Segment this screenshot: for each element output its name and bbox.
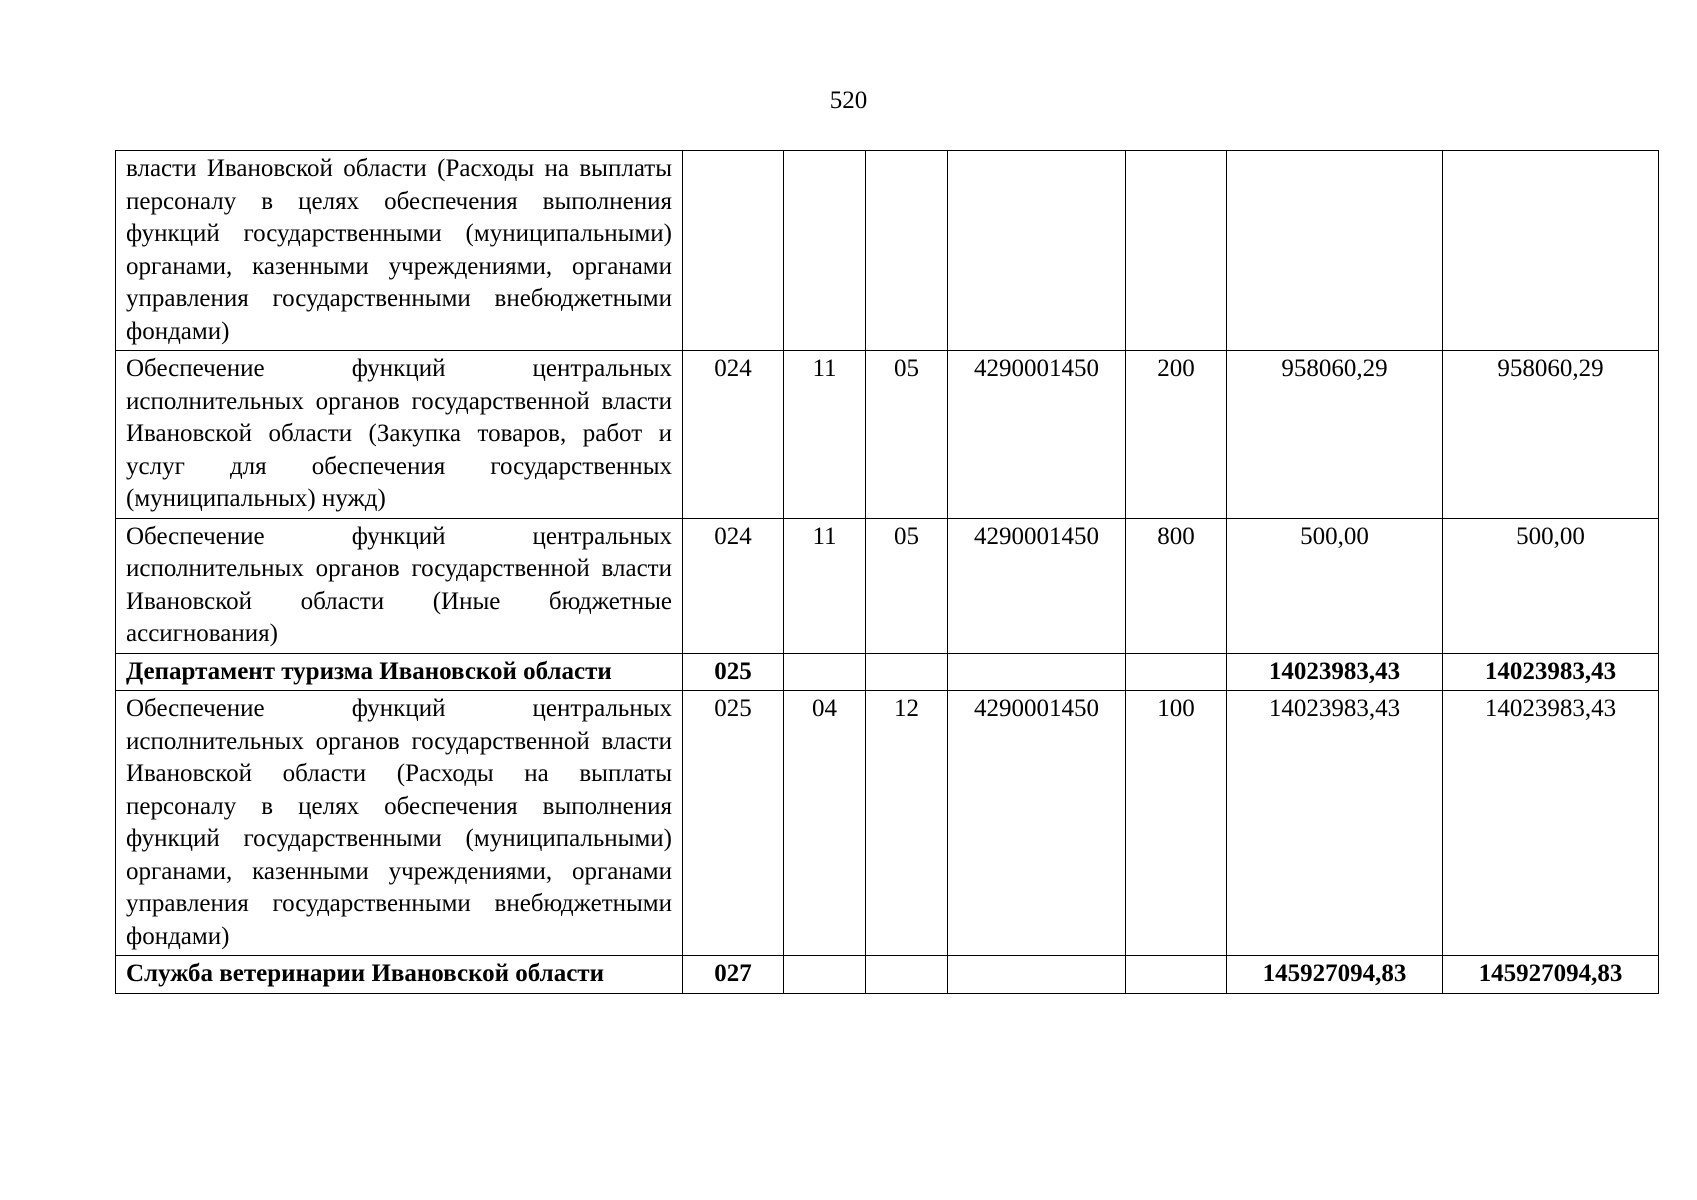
row-description: Служба ветеринарии Ивановской области	[116, 956, 683, 994]
budget-table	[115, 150, 1659, 994]
csr-cell: 4290001450	[948, 351, 1126, 519]
vr-cell	[1126, 151, 1227, 351]
sum1-cell: 14023983,43	[1227, 691, 1443, 956]
vr-cell	[1126, 653, 1227, 691]
csr-cell	[948, 653, 1126, 691]
sum2-cell: 500,00	[1443, 518, 1659, 653]
table-row	[116, 351, 1659, 519]
vr-cell: 800	[1126, 518, 1227, 653]
table-row	[116, 518, 1659, 653]
csr-cell: 4290001450	[948, 518, 1126, 653]
row-description: Обеспечение функций центральных исполнительных органов государственной власти Ивановской области (Расходы на выплаты персоналу в целях обеспечения выполнения функций государственными (муниципальными) органами, казенными учреждениями, органами управления государственными внебюджетными фондами)	[116, 691, 683, 956]
gr-cell	[683, 151, 784, 351]
csr-cell: 4290001450	[948, 691, 1126, 956]
row-description: власти Ивановской области (Расходы на выплаты персоналу в целях обеспечения выполнения функций государственными (муниципальными) органами, казенными учреждениями, органами управления государственными внебюджетными фондами)	[116, 151, 683, 351]
gr-cell: 025	[683, 691, 784, 956]
sum1-cell	[1227, 151, 1443, 351]
rz-cell	[784, 653, 866, 691]
gr-cell: 024	[683, 518, 784, 653]
table-row	[116, 151, 1659, 351]
sum1-cell: 14023983,43	[1227, 653, 1443, 691]
pr-cell	[866, 151, 948, 351]
row-description: Департамент туризма Ивановской области	[116, 653, 683, 691]
sum2-cell: 145927094,83	[1443, 956, 1659, 994]
rz-cell	[784, 151, 866, 351]
sum1-cell: 145927094,83	[1227, 956, 1443, 994]
rz-cell: 11	[784, 351, 866, 519]
pr-cell	[866, 956, 948, 994]
vr-cell	[1126, 956, 1227, 994]
row-description: Обеспечение функций центральных исполнительных органов государственной власти Ивановской области (Иные бюджетные ассигнования)	[116, 518, 683, 653]
gr-cell: 025	[683, 653, 784, 691]
sum1-cell: 500,00	[1227, 518, 1443, 653]
sum2-cell: 14023983,43	[1443, 691, 1659, 956]
sum1-cell: 958060,29	[1227, 351, 1443, 519]
table-row-department	[116, 956, 1659, 994]
rz-cell	[784, 956, 866, 994]
rz-cell: 04	[784, 691, 866, 956]
gr-cell: 027	[683, 956, 784, 994]
row-description: Обеспечение функций центральных исполнительных органов государственной власти Ивановской области (Закупка товаров, работ и услуг для обеспечения государственных (муниципальных) нужд)	[116, 351, 683, 519]
sum2-cell: 958060,29	[1443, 351, 1659, 519]
sum2-cell	[1443, 151, 1659, 351]
vr-cell: 200	[1126, 351, 1227, 519]
sum2-cell: 14023983,43	[1443, 653, 1659, 691]
table-row	[116, 691, 1659, 956]
table-row-department	[116, 653, 1659, 691]
csr-cell	[948, 956, 1126, 994]
pr-cell: 12	[866, 691, 948, 956]
csr-cell	[948, 151, 1126, 351]
vr-cell: 100	[1126, 691, 1227, 956]
gr-cell: 024	[683, 351, 784, 519]
pr-cell: 05	[866, 518, 948, 653]
rz-cell: 11	[784, 518, 866, 653]
pr-cell: 05	[866, 351, 948, 519]
page-number: 520	[829, 87, 868, 114]
pr-cell	[866, 653, 948, 691]
